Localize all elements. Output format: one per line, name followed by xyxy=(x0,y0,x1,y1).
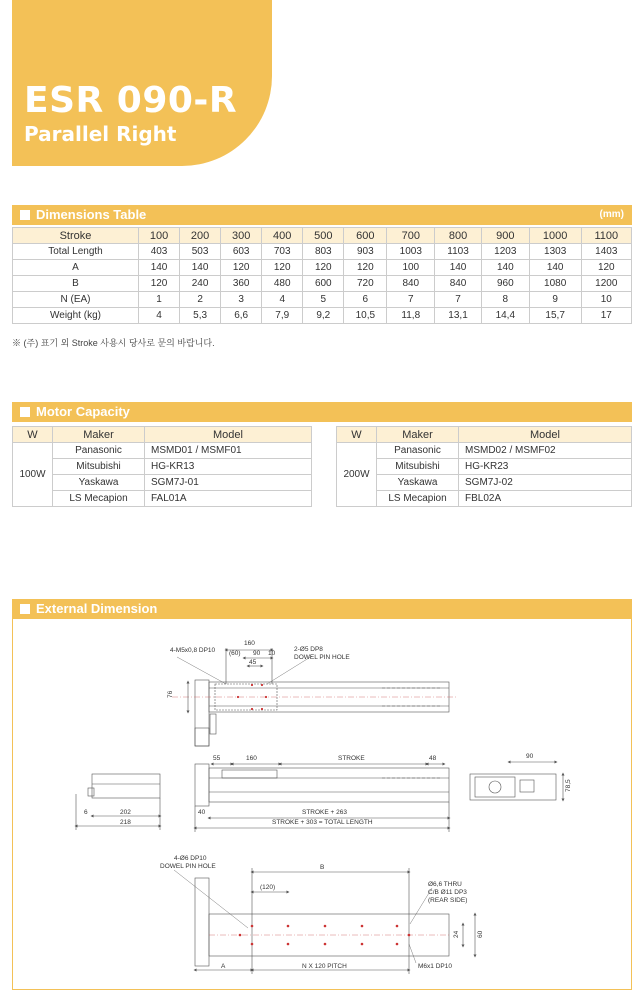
dimensions-cell: 1000 xyxy=(529,228,581,244)
side-dim-total: STROKE + 303 = TOTAL LENGTH xyxy=(272,819,373,826)
dimensions-cell: 7,9 xyxy=(262,308,303,324)
dimensions-cell: 120 xyxy=(139,276,180,292)
dimensions-cell: 700 xyxy=(387,228,435,244)
product-title: ESR 090-R xyxy=(24,80,238,121)
dimensions-cell: 100 xyxy=(387,260,435,276)
side-dim-160: 160 xyxy=(246,755,257,762)
dimensions-cell: 8 xyxy=(481,292,529,308)
dimensions-cell: 120 xyxy=(344,260,387,276)
motor-header-maker: Maker xyxy=(53,427,145,443)
end-dim-90: 90 xyxy=(526,753,534,760)
motor-right-maker: Yaskawa xyxy=(377,475,459,491)
dimensions-cell: 803 xyxy=(303,244,344,260)
dimensions-row-label: Weight (kg) xyxy=(13,308,139,324)
dimensions-cell: 720 xyxy=(344,276,387,292)
dimensions-cell: 1403 xyxy=(581,244,631,260)
dimensions-cell: 1003 xyxy=(387,244,435,260)
motor-header-maker: Maker xyxy=(377,427,459,443)
dimensions-cell: 6,6 xyxy=(221,308,262,324)
motor-left-maker: LS Mecapion xyxy=(53,491,145,507)
motor-table-left xyxy=(12,426,312,507)
square-bullet-icon xyxy=(20,407,30,417)
dimensions-cell: 480 xyxy=(262,276,303,292)
external-section-title: External Dimension xyxy=(36,601,158,616)
motor-left-model: SGM7J-01 xyxy=(145,475,312,491)
dimensions-section-title: Dimensions Table xyxy=(36,207,147,222)
dimensions-cell: 2 xyxy=(180,292,221,308)
motor-header-w: W xyxy=(337,427,377,443)
top-tap-label: 4-M5x0,8 DP10 xyxy=(170,647,216,654)
motor-left-maker: Mitsubishi xyxy=(53,459,145,475)
dimensions-cell: 140 xyxy=(435,260,482,276)
motor-left-model: MSMD01 / MSMF01 xyxy=(145,443,312,459)
dimensions-row xyxy=(13,308,632,324)
dimensions-row-label: A xyxy=(13,260,139,276)
dimensions-cell: 903 xyxy=(344,244,387,260)
dimensions-cell: 840 xyxy=(387,276,435,292)
bottom-dim-60: 60 xyxy=(477,930,484,938)
dimensions-cell: 9,2 xyxy=(303,308,344,324)
dimensions-cell: 1100 xyxy=(581,228,631,244)
motor-left-maker: Yaskawa xyxy=(53,475,145,491)
dimensions-row xyxy=(13,228,632,244)
motor-left-wattage: 100W xyxy=(13,443,53,507)
motor-header-model: Model xyxy=(459,427,632,443)
motor-right-model: HG-KR23 xyxy=(459,459,632,475)
dimensions-cell: 1103 xyxy=(435,244,482,260)
dimensions-cell: 11,8 xyxy=(387,308,435,324)
dimensions-cell: 120 xyxy=(262,260,303,276)
motor-right-maker: Mitsubishi xyxy=(377,459,459,475)
top-dim-45: 45 xyxy=(249,659,257,666)
dimensions-cell: 1200 xyxy=(581,276,631,292)
dimensions-cell: 14,4 xyxy=(481,308,529,324)
dimensions-cell: 10 xyxy=(581,292,631,308)
top-dim-90: 90 xyxy=(253,650,261,657)
motor-header-w: W xyxy=(13,427,53,443)
dimensions-note: ※ (주) 표기 외 Stroke 사용시 당사로 문의 바랍니다. xyxy=(12,338,215,348)
dimensions-cell: 140 xyxy=(529,260,581,276)
bottom-dim-24: 24 xyxy=(453,930,460,938)
dimensions-cell: 603 xyxy=(221,244,262,260)
top-dim-60: (60) xyxy=(229,650,241,657)
top-dim-76: 76 xyxy=(167,690,174,698)
motor-right-model: FBL02A xyxy=(459,491,632,507)
dimensions-cell: 960 xyxy=(481,276,529,292)
dimensions-cell: 600 xyxy=(344,228,387,244)
bottom-dim-a: A xyxy=(221,963,226,970)
bottom-dowel-label-2: DOWEL PIN HOLE xyxy=(160,863,216,870)
dimensions-cell: 503 xyxy=(180,244,221,260)
side-dim-stroke263: STROKE + 263 xyxy=(302,809,347,816)
bottom-thru-label: Ø6,6 THRU xyxy=(428,881,462,888)
dimensions-section-bar xyxy=(12,205,632,225)
square-bullet-icon xyxy=(20,210,30,220)
dimensions-cell: 360 xyxy=(221,276,262,292)
side-dim-stroke: STROKE xyxy=(338,755,365,762)
dimensions-cell: 120 xyxy=(581,260,631,276)
dimensions-cell: 3 xyxy=(221,292,262,308)
dimensions-row xyxy=(13,276,632,292)
bottom-m6-label: M6x1 DP10 xyxy=(418,963,452,970)
top-dim-160: 160 xyxy=(244,640,255,647)
dimensions-cell: 140 xyxy=(180,260,221,276)
technical-drawing xyxy=(12,618,632,990)
dimensions-cell: 9 xyxy=(529,292,581,308)
dimensions-cell: 800 xyxy=(435,228,482,244)
motor-section-bar xyxy=(12,402,632,422)
motor-header-model: Model xyxy=(145,427,312,443)
dimensions-cell: 900 xyxy=(481,228,529,244)
dimensions-cell: 10,5 xyxy=(344,308,387,324)
dimensions-cell: 403 xyxy=(139,244,180,260)
dimensions-cell: 1303 xyxy=(529,244,581,260)
side-dim-202: 202 xyxy=(120,809,131,816)
product-subtitle: Parallel Right xyxy=(24,122,177,146)
dimensions-cell: 4 xyxy=(139,308,180,324)
top-view xyxy=(172,648,457,746)
dimensions-row-label: N (EA) xyxy=(13,292,139,308)
square-bullet-icon xyxy=(20,604,30,614)
dimensions-cell: 100 xyxy=(139,228,180,244)
dimensions-row-label: Stroke xyxy=(13,228,139,244)
bottom-dim-120: (120) xyxy=(260,884,276,891)
bottom-rear-label: (REAR SIDE) xyxy=(428,897,468,904)
side-dim-6: 6 xyxy=(84,809,88,816)
dimensions-row xyxy=(13,260,632,276)
dimensions-cell: 200 xyxy=(180,228,221,244)
dimensions-cell: 240 xyxy=(180,276,221,292)
dimensions-cell: 140 xyxy=(481,260,529,276)
dimensions-cell: 15,7 xyxy=(529,308,581,324)
dimensions-row xyxy=(13,244,632,260)
bottom-cb-label: C/B Ø11 DP3 xyxy=(428,889,467,896)
motor-right-maker: Panasonic xyxy=(377,443,459,459)
top-dowel-label: 2-Ø5 DP8 xyxy=(294,646,323,653)
top-dim-10: 10 xyxy=(268,650,276,657)
dimensions-table xyxy=(12,227,632,324)
external-section-bar xyxy=(12,599,632,619)
motor-section-title: Motor Capacity xyxy=(36,404,130,419)
bottom-dowel-label: 4-Ø6 DP10 xyxy=(174,855,207,862)
dimensions-cell: 400 xyxy=(262,228,303,244)
motor-right-maker: LS Mecapion xyxy=(377,491,459,507)
dimensions-cell: 120 xyxy=(221,260,262,276)
motor-table-right xyxy=(336,426,632,507)
dimensions-cell: 500 xyxy=(303,228,344,244)
motor-left-model: FAL01A xyxy=(145,491,312,507)
dimensions-row-label: Total Length xyxy=(13,244,139,260)
bottom-dim-pitch: N X 120 PITCH xyxy=(302,963,347,970)
side-dim-55: 55 xyxy=(213,755,221,762)
dimensions-cell: 140 xyxy=(139,260,180,276)
dimensions-cell: 120 xyxy=(303,260,344,276)
dimensions-cell: 6 xyxy=(344,292,387,308)
motor-right-wattage: 200W xyxy=(337,443,377,507)
end-dim-785: 78,5 xyxy=(565,779,572,792)
dimensions-cell: 1080 xyxy=(529,276,581,292)
dimensions-cell: 600 xyxy=(303,276,344,292)
dimensions-cell: 300 xyxy=(221,228,262,244)
side-dim-40: 40 xyxy=(198,809,206,816)
motor-right-model: MSMD02 / MSMF02 xyxy=(459,443,632,459)
top-dowel-label-2: DOWEL PIN HOLE xyxy=(294,654,350,661)
dimensions-cell: 1203 xyxy=(481,244,529,260)
bottom-dim-b: B xyxy=(320,864,325,871)
motor-left-maker: Panasonic xyxy=(53,443,145,459)
dimensions-cell: 17 xyxy=(581,308,631,324)
side-dim-48: 48 xyxy=(429,755,437,762)
dimensions-cell: 5,3 xyxy=(180,308,221,324)
motor-right-model: SGM7J-02 xyxy=(459,475,632,491)
dimensions-row xyxy=(13,292,632,308)
dimensions-row-label: B xyxy=(13,276,139,292)
dimensions-cell: 1 xyxy=(139,292,180,308)
dimensions-cell: 13,1 xyxy=(435,308,482,324)
dimensions-unit: (mm) xyxy=(599,209,624,220)
dimensions-cell: 5 xyxy=(303,292,344,308)
dimensions-cell: 840 xyxy=(435,276,482,292)
dimensions-cell: 7 xyxy=(387,292,435,308)
dimensions-cell: 703 xyxy=(262,244,303,260)
side-dim-218: 218 xyxy=(120,819,131,826)
motor-left-model: HG-KR13 xyxy=(145,459,312,475)
dimensions-cell: 4 xyxy=(262,292,303,308)
dimensions-cell: 7 xyxy=(435,292,482,308)
